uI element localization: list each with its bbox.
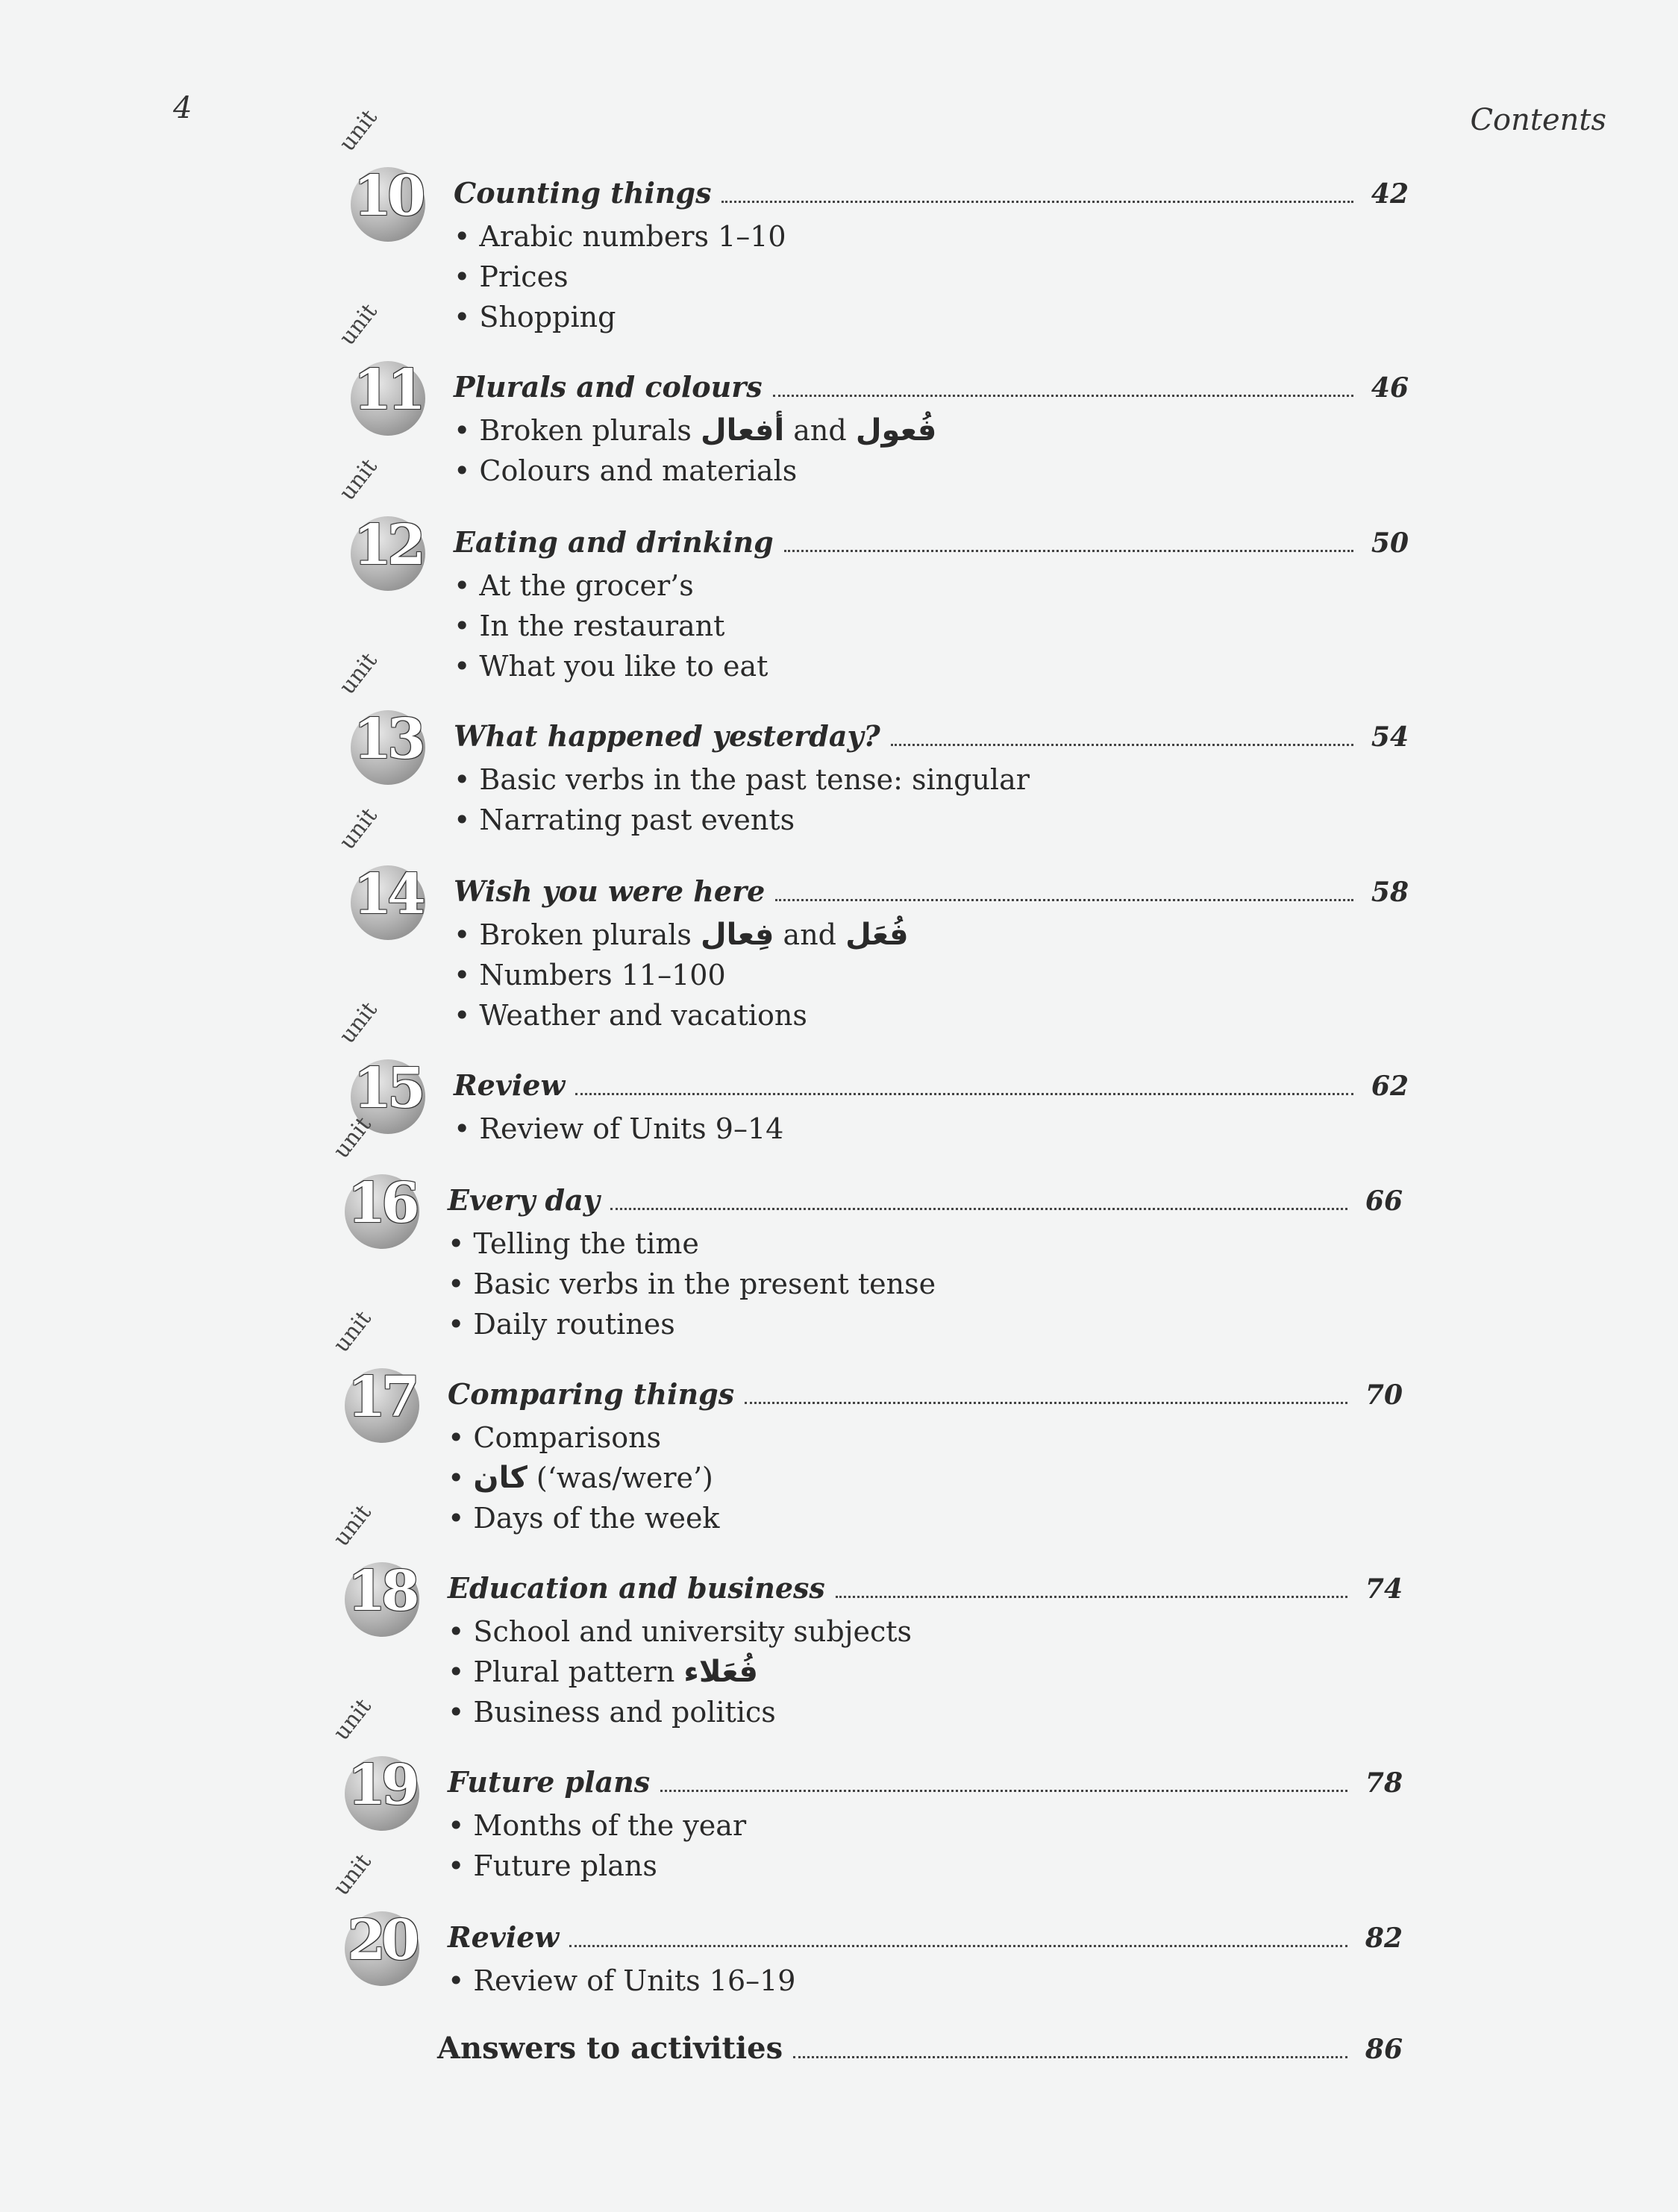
topic-text: At the grocer’s [479,569,694,602]
topic-text: Review of Units 9–14 [479,1112,784,1145]
topic-text: and [784,414,856,447]
topic-text: Business and politics [473,1696,776,1729]
topic-item [454,297,786,337]
entry-title: Review [448,1920,560,1954]
entry-page-number: 58 [1371,877,1409,908]
contents-entry[interactable] [448,1765,1403,1807]
topic-text: Broken plurals [479,918,701,951]
topic-text: School and university subjects [473,1615,912,1648]
topic-item [448,1611,912,1652]
topic-item [454,759,1030,800]
topic-text: Comparisons [473,1421,662,1454]
entry-title: Future plans [448,1765,651,1799]
unit-badge [328,1694,425,1847]
topic-item [448,1224,936,1264]
unit-badge [334,298,431,452]
dot-leader [775,877,1353,901]
unit-label: unit [328,1694,377,1746]
unit-number: 14 [353,862,422,927]
contents-entry[interactable] [454,1068,1409,1110]
dot-leader [660,1767,1347,1792]
unit-label: unit [334,298,383,351]
unit-number: 18 [347,1559,416,1623]
topic-item [448,1846,746,1886]
unit-number: 12 [353,513,422,577]
entry-title: Every day [448,1183,600,1217]
dot-leader [793,2034,1347,2058]
entry-page-number: 74 [1365,1573,1403,1605]
unit-number: 17 [347,1365,416,1429]
topic-list [454,915,909,1035]
dot-leader [575,1071,1353,1095]
topic-item [454,995,909,1035]
unit-badge [328,1306,425,1459]
unit-label: unit [328,1112,377,1164]
topic-item [454,1109,783,1149]
unit-label: unit [334,454,383,506]
unit-label: unit [334,997,383,1049]
topic-item [454,216,786,257]
entry-title: Plurals and colours [454,370,763,404]
unit-number: 16 [347,1171,416,1235]
entry-page-number: 82 [1365,1923,1403,1954]
arabic-pattern: كان [473,1461,527,1495]
unit-number: 11 [353,358,422,422]
topic-item [454,646,768,686]
entry-page-number: 70 [1365,1379,1403,1411]
topic-item [448,1417,719,1458]
entry-page-number: 54 [1371,721,1409,753]
page-number: 4 [173,91,192,125]
entry-page-number: 46 [1371,372,1409,404]
contents-entry[interactable] [448,1377,1403,1419]
topic-list [448,1805,746,1886]
contents-entry-answers[interactable] [437,2031,1403,2066]
topic-item [448,1652,912,1692]
contents-entry[interactable] [448,1920,1403,1962]
dot-leader [610,1185,1347,1210]
dot-leader [836,1573,1347,1598]
unit-label: unit [334,648,383,700]
contents-entry[interactable] [454,525,1409,567]
contents-entry[interactable] [448,1183,1403,1225]
dot-leader [891,721,1353,746]
topic-text: Prices [479,260,569,293]
unit-badge [328,1112,425,1265]
topic-list [448,1961,795,2001]
topic-item [448,1264,936,1304]
topic-text: Future plans [473,1849,657,1882]
contents-entry[interactable] [454,719,1409,761]
entry-title: Wish you were here [454,874,766,908]
topic-text: Numbers 11–100 [479,959,726,991]
topic-text: Basic verbs in the present tense [473,1268,936,1300]
entry-title: Counting things [454,176,712,210]
topic-item [448,1458,719,1498]
entry-page-number: 78 [1365,1767,1403,1799]
entry-page-number: 86 [1365,2034,1403,2065]
topic-text: Telling the time [473,1227,699,1260]
dot-leader [773,372,1353,397]
arabic-pattern: أفعال [700,413,785,448]
topic-list [454,410,936,491]
arabic-pattern: فُعول [855,413,937,448]
topic-text: Months of the year [473,1809,747,1842]
topic-list [448,1611,912,1732]
unit-badge [328,1500,425,1653]
topic-item [454,915,909,955]
unit-label: unit [328,1306,377,1358]
topic-text: In the restaurant [479,610,725,642]
unit-badge [334,803,431,956]
topic-text: Review of Units 16–19 [473,1964,796,1997]
topic-list [448,1417,719,1538]
arabic-pattern: فُعَلاء [683,1655,758,1689]
dot-leader [569,1923,1347,1947]
unit-badge [334,648,431,801]
entry-title: What happened yesterday? [454,719,880,753]
topic-text: Plural pattern [473,1655,684,1688]
dot-leader [784,527,1353,552]
arabic-pattern: فِعال [700,918,774,952]
topic-item [448,1692,912,1732]
unit-label: unit [334,104,383,157]
contents-entry[interactable] [454,176,1409,218]
topic-text: Daily routines [473,1308,675,1341]
topic-text: and [774,918,846,951]
entry-title: Answers to activities [437,2031,783,2066]
unit-number: 19 [347,1753,416,1817]
topic-text: Broken plurals [479,414,701,447]
topic-list [454,216,786,337]
entry-page-number: 42 [1371,178,1409,210]
unit-badge [328,1849,425,2002]
entry-title: Review [454,1068,566,1102]
topic-text: What you like to eat [479,650,768,683]
topic-item [454,606,768,646]
topic-list [448,1224,936,1344]
topic-item [454,257,786,297]
entry-page-number: 50 [1371,527,1409,559]
topic-list [454,565,768,686]
entry-page-number: 62 [1371,1071,1409,1102]
entry-title: Eating and drinking [454,525,774,559]
arabic-pattern: فُعَل [845,918,909,952]
topic-text: Days of the week [473,1502,720,1535]
running-head: Contents [1470,103,1606,137]
topic-item [454,955,909,995]
topic-item [448,1961,795,2001]
topic-text: (‘was/were’) [527,1461,713,1494]
entry-title: Education and business [448,1571,825,1605]
topic-item [448,1304,936,1344]
unit-label: unit [328,1500,377,1552]
topic-item [454,410,936,451]
unit-label: unit [328,1849,377,1901]
topic-text: Weather and vacations [479,999,807,1032]
topic-item [454,451,936,491]
unit-badge [334,454,431,607]
topic-text: Colours and materials [479,454,798,487]
topic-text: Arabic numbers 1–10 [479,220,786,253]
topic-list [454,759,1030,840]
contents-entry[interactable] [454,370,1409,412]
topic-list [454,1109,783,1149]
topic-item [454,800,1030,840]
topic-item [448,1805,746,1846]
topic-text: Shopping [479,301,616,333]
unit-number: 13 [353,707,422,771]
unit-label: unit [334,803,383,855]
entry-page-number: 66 [1365,1185,1403,1217]
entry-title: Comparing things [448,1377,735,1411]
dot-leader [745,1379,1347,1404]
topic-text: Basic verbs in the past tense: singular [479,763,1030,796]
unit-number: 20 [347,1908,416,1973]
contents-entry[interactable] [448,1571,1403,1613]
unit-badge [334,104,431,258]
topic-item [448,1498,719,1538]
unit-number: 15 [353,1056,422,1121]
topic-text: Narrating past events [479,803,795,836]
contents-entry[interactable] [454,874,1409,916]
topic-item [454,565,768,606]
unit-number: 10 [353,164,422,228]
dot-leader [721,178,1353,203]
